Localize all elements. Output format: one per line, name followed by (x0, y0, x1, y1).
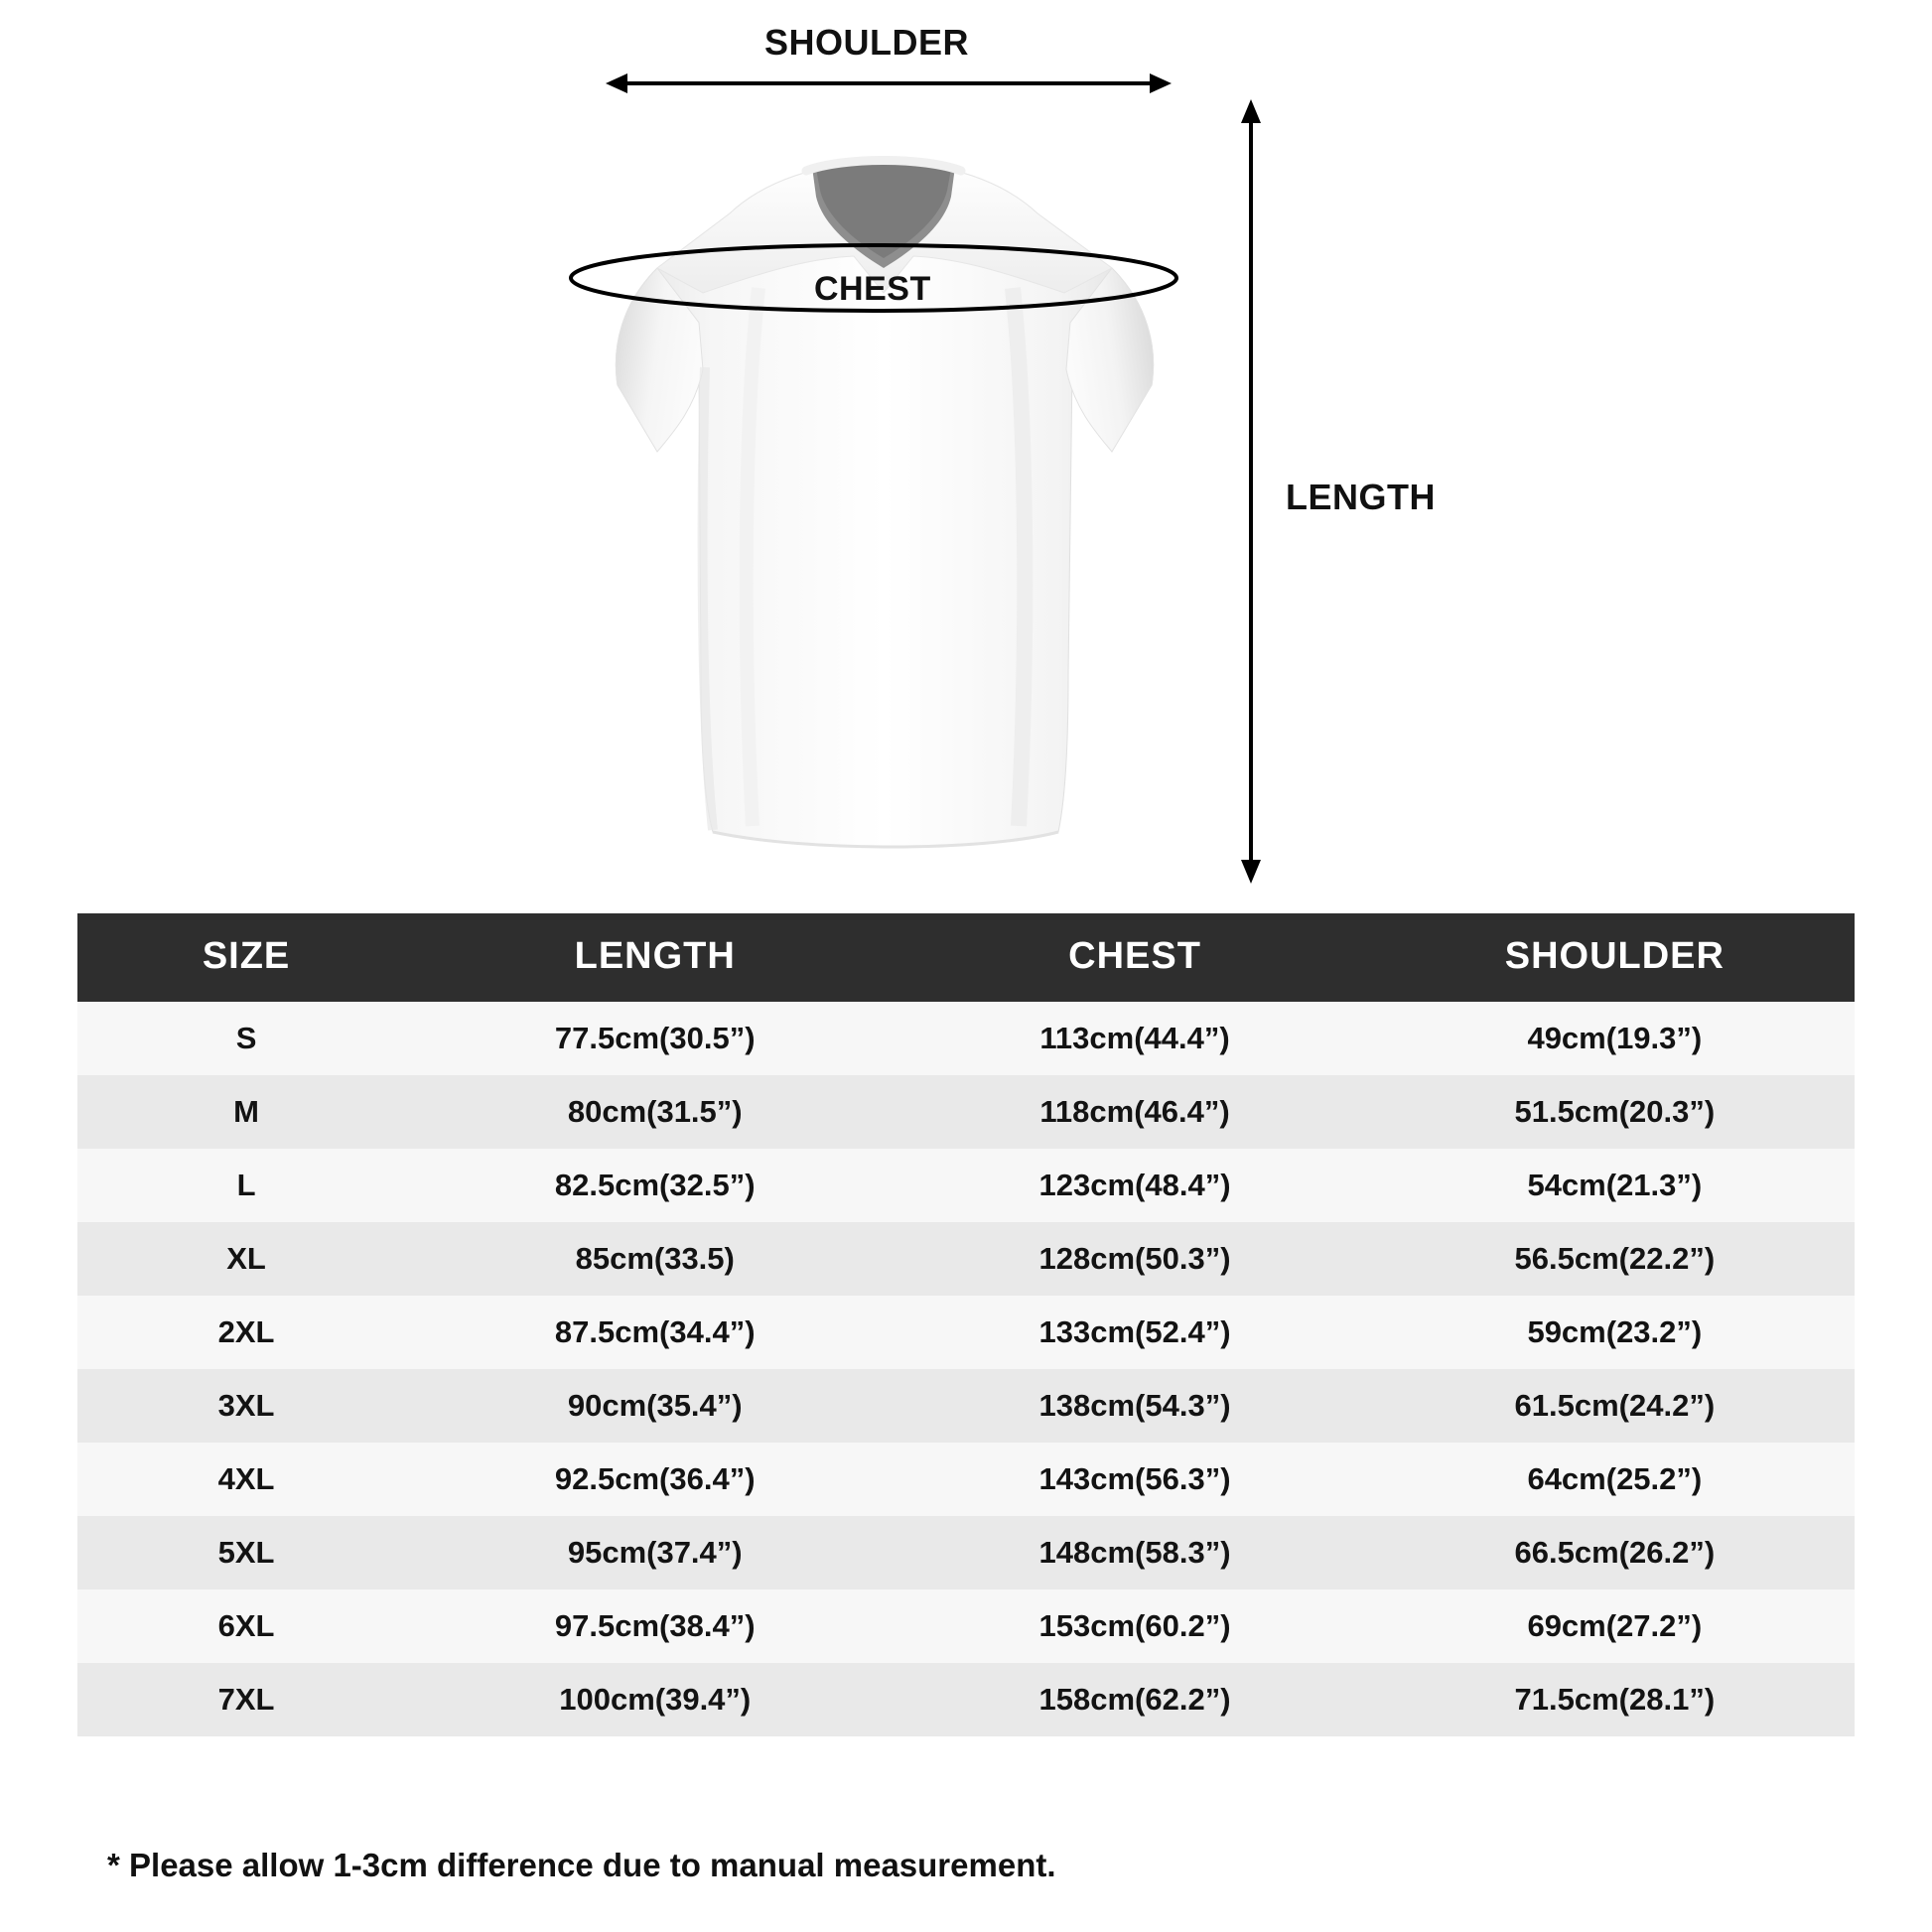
cell-chest: 123cm(48.4”) (1038, 1168, 1231, 1202)
table-row (77, 1369, 1855, 1443)
cell-length: 92.5cm(36.4”) (554, 1461, 756, 1496)
table-row (77, 1222, 1855, 1296)
cell-shoulder: 54cm(21.3”) (1527, 1168, 1703, 1202)
garment-diagram (0, 0, 1932, 908)
column-header-chest: CHEST (895, 913, 1374, 1002)
size-table-head (77, 913, 1855, 1002)
cell-chest: 153cm(60.2”) (1038, 1608, 1231, 1643)
cell-chest: 118cm(46.4”) (1039, 1094, 1230, 1129)
cell-shoulder: 51.5cm(20.3”) (1514, 1094, 1716, 1129)
cell-shoulder: 49cm(19.3”) (1527, 1021, 1703, 1055)
cell-chest: 138cm(54.3”) (1038, 1388, 1231, 1423)
cell-size: S (235, 1021, 257, 1055)
table-row (77, 1443, 1855, 1516)
cell-shoulder: 61.5cm(24.2”) (1514, 1388, 1716, 1423)
cell-chest: 143cm(56.3”) (1038, 1461, 1231, 1496)
cell-chest: 128cm(50.3”) (1038, 1241, 1231, 1276)
cell-shoulder: 66.5cm(26.2”) (1514, 1535, 1716, 1570)
table-row (77, 1516, 1855, 1589)
cell-size: 6XL (217, 1608, 275, 1643)
size-table (77, 913, 1855, 1736)
table-header-row (77, 913, 1855, 1002)
cell-shoulder: 59cm(23.2”) (1527, 1314, 1703, 1349)
cell-shoulder: 71.5cm(28.1”) (1514, 1682, 1716, 1717)
cell-size: 4XL (217, 1461, 275, 1496)
cell-length: 87.5cm(34.4”) (554, 1314, 756, 1349)
cell-chest: 133cm(52.4”) (1038, 1314, 1231, 1349)
cell-length: 90cm(35.4”) (567, 1388, 743, 1423)
cell-length: 97.5cm(38.4”) (554, 1608, 756, 1643)
cell-length: 85cm(33.5) (575, 1241, 735, 1276)
table-row (77, 1589, 1855, 1663)
cell-size: M (233, 1094, 259, 1129)
table-row (77, 1149, 1855, 1222)
measurement-footnote: * Please allow 1-3cm difference due to manual measurement. (107, 1847, 1056, 1883)
size-table-body (77, 1002, 1855, 1736)
table-row (77, 1296, 1855, 1369)
table-row (77, 1075, 1855, 1149)
cell-length: 77.5cm(30.5”) (554, 1021, 756, 1055)
cell-size: 2XL (217, 1314, 275, 1349)
cell-shoulder: 64cm(25.2”) (1527, 1461, 1703, 1496)
tshirt-illustration (556, 119, 1211, 894)
cell-chest: 148cm(58.3”) (1038, 1535, 1231, 1570)
cell-length: 100cm(39.4”) (559, 1682, 752, 1717)
column-header-shoulder: SHOULDER (1375, 913, 1855, 1002)
cell-chest: 158cm(62.2”) (1038, 1682, 1231, 1717)
cell-size: L (236, 1168, 256, 1202)
cell-size: XL (226, 1241, 266, 1276)
cell-shoulder: 69cm(27.2”) (1527, 1608, 1703, 1643)
cell-length: 95cm(37.4”) (567, 1535, 743, 1570)
length-label: LENGTH (1286, 477, 1436, 517)
size-table-wrapper (77, 913, 1855, 1736)
cell-size: 5XL (217, 1535, 275, 1570)
cell-chest: 113cm(44.4”) (1039, 1021, 1230, 1055)
column-header-size: SIZE (77, 913, 415, 1002)
shoulder-measure-arrow (606, 71, 1172, 95)
cell-shoulder: 56.5cm(22.2”) (1514, 1241, 1716, 1276)
chest-label: CHEST (814, 270, 931, 308)
cell-length: 82.5cm(32.5”) (554, 1168, 756, 1202)
cell-size: 3XL (217, 1388, 275, 1423)
cell-size: 7XL (217, 1682, 275, 1717)
table-row (77, 1002, 1855, 1075)
table-row (77, 1663, 1855, 1736)
cell-length: 80cm(31.5”) (567, 1094, 743, 1129)
shoulder-label: SHOULDER (764, 22, 970, 63)
column-header-length: LENGTH (415, 913, 895, 1002)
length-measure-arrow (1231, 99, 1271, 884)
